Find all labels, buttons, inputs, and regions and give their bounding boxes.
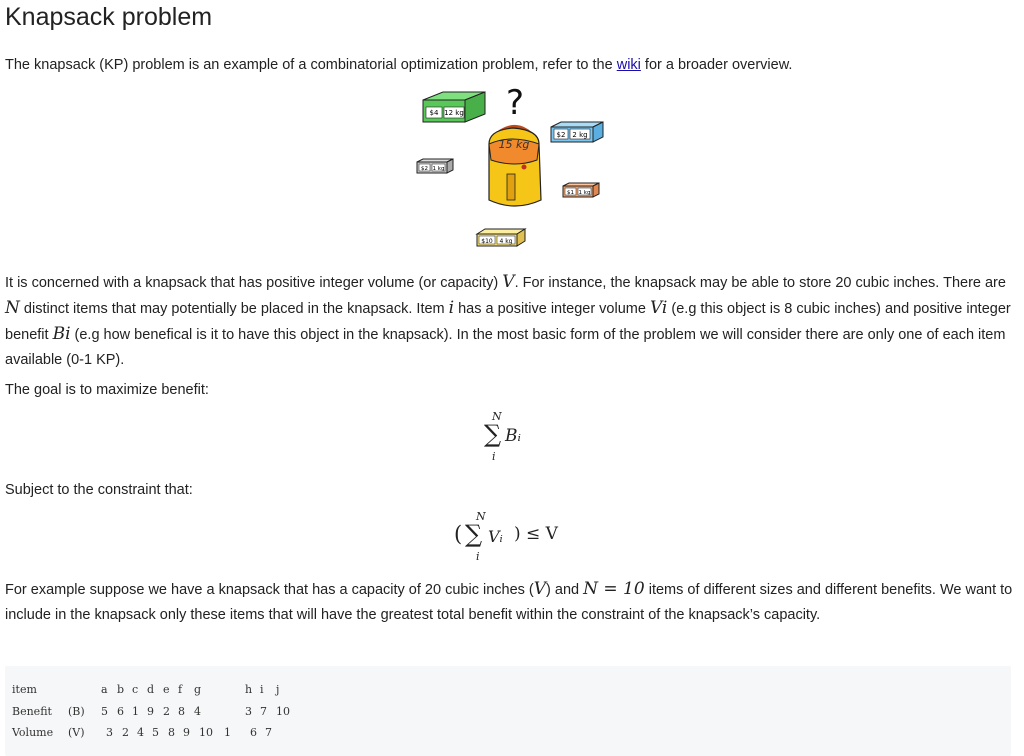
item-box-grey — [417, 159, 453, 173]
description-paragraph: It is concerned with a knapsack that has positive integer volume (or capacity) V. For instance, the knapsack may be able to store 20 cubic inches. There are N distinct items that may potentially be placed in the knapsack. Item i has a positive integer volume Vi (e.g this object is 8 cubic inches) and positive integer benefit Bi (e.g how benefical is it to have this object in the knapsack). In the most basic form of the problem we will consider there are only one of each item available (0-1 KP). — [5, 272, 1011, 368]
table-cell: 8 — [168, 726, 175, 739]
table-cell: 2 — [163, 705, 170, 718]
item-weight: 1 kg — [432, 166, 445, 172]
table-cell: i — [260, 683, 264, 696]
math-n: N — [5, 298, 20, 318]
knapsack-illustration — [415, 82, 615, 252]
formula-sub: i — [492, 450, 496, 463]
table-cell: 5 — [101, 705, 108, 718]
items-table-code-block — [5, 666, 1011, 756]
formula-open-paren: ( — [454, 522, 463, 546]
item-box-orange — [563, 183, 599, 197]
formula-sup: N — [476, 510, 486, 523]
table-cell: 5 — [152, 726, 159, 739]
table-cell: f — [178, 683, 183, 696]
table-cell: 4 — [137, 726, 144, 739]
formula-sub: i — [476, 550, 480, 563]
table-cell: e — [163, 683, 170, 696]
question-mark: ? — [505, 83, 525, 123]
item-price: $10 — [481, 238, 493, 245]
table-cell: 1 — [224, 726, 231, 739]
table-cell: 10 — [276, 705, 290, 718]
bag-label: 15 kg — [498, 138, 530, 151]
intro-paragraph: The knapsack (KP) problem is an example of a combinatorial optimization problem, refer to the wiki for a broader overview. — [5, 57, 793, 73]
item-box-blue — [551, 122, 603, 142]
item-price: $2 — [556, 131, 566, 139]
table-cell: 6 — [250, 726, 257, 739]
table-cell: 3 — [245, 705, 252, 718]
item-price: $2 — [421, 166, 428, 172]
goal-text: The goal is to maximize benefit: — [5, 382, 209, 398]
table-cell: 7 — [265, 726, 272, 739]
table-cell: b — [117, 683, 125, 696]
wiki-link[interactable]: wiki — [616, 57, 641, 73]
formula-term: Vᵢ — [488, 527, 503, 546]
row-unit: (B) — [68, 705, 85, 718]
table-cell: c — [132, 683, 139, 696]
item-box-green — [423, 92, 485, 122]
math-i: i — [448, 298, 455, 318]
item-weight: 12 kg — [444, 109, 464, 117]
formula-rest: ) ≤ V — [514, 524, 558, 544]
table-cell: 1 — [132, 705, 139, 718]
table-cell: 4 — [194, 705, 201, 718]
item-price: $4 — [429, 109, 439, 117]
item-weight: 4 kg — [499, 238, 513, 245]
table-cell: 6 — [117, 705, 124, 718]
backpack-icon — [489, 127, 541, 206]
math-v: V — [533, 579, 547, 599]
table-cell: g — [194, 683, 202, 696]
formula-term: Bᵢ — [505, 426, 521, 446]
row-label: Benefit — [12, 705, 52, 718]
formula-constraint — [454, 510, 584, 568]
item-box-yellow — [477, 229, 525, 246]
item-price: $1 — [567, 190, 574, 196]
table-cell: j — [276, 683, 280, 696]
math-vi: Vi — [649, 298, 668, 318]
math-v: V — [502, 272, 515, 292]
example-paragraph: For example suppose we have a knapsack that has a capacity of 20 cubic inches (V) and N = 10 items of different sizes and different benefits. We want to include in the knapsack only these items that will have the greatest total benefit within the constraint of the knapsack’s capacity. — [5, 579, 1013, 623]
item-weight: 1 kg — [578, 190, 591, 196]
sigma-symbol: ∑ — [465, 520, 483, 548]
sigma-symbol: ∑ — [484, 420, 502, 448]
formula-maximize-benefit — [482, 410, 552, 466]
table-cell: 9 — [183, 726, 190, 739]
table-cell: 3 — [106, 726, 113, 739]
math-bi: Bi — [52, 324, 71, 344]
formula-sup: N — [492, 410, 502, 423]
table-cell: 8 — [178, 705, 185, 718]
row-label: Volume — [12, 726, 54, 739]
table-cell: 10 — [199, 726, 213, 739]
table-cell: 2 — [122, 726, 129, 739]
table-cell: 9 — [147, 705, 154, 718]
subject-text: Subject to the constraint that: — [5, 482, 193, 498]
table-cell: a — [101, 683, 108, 696]
row-unit: (V) — [68, 726, 85, 739]
page-title: Knapsack problem — [5, 3, 213, 31]
row-label: item — [12, 683, 37, 696]
table-cell: 7 — [260, 705, 267, 718]
item-weight: 2 kg — [572, 131, 588, 139]
table-cell: d — [147, 683, 155, 696]
table-cell: h — [245, 683, 253, 696]
math-n-equals: N = 10 — [583, 579, 645, 599]
